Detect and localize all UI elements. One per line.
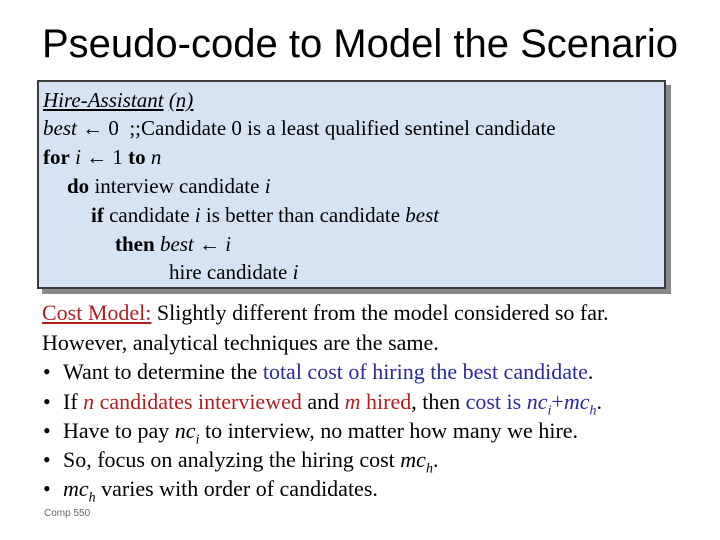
var-m: m bbox=[344, 389, 361, 414]
text: So, focus on analyzing the hiring cost bbox=[63, 447, 395, 472]
highlight-text: cost is bbox=[465, 389, 522, 414]
text: . bbox=[587, 359, 594, 384]
bullet-2 bbox=[63, 389, 602, 419]
var-nc: nc bbox=[526, 389, 548, 414]
keyword-then: then bbox=[115, 232, 155, 256]
var-mc: mc bbox=[400, 447, 426, 472]
text: to interview, no matter how many we hire. bbox=[204, 418, 579, 443]
cost-model-label: Cost Model: bbox=[42, 300, 152, 325]
keyword-do: do bbox=[67, 174, 90, 198]
var-i: i bbox=[264, 174, 271, 198]
function-param: (n) bbox=[168, 88, 194, 112]
assign-arrow: ← bbox=[86, 145, 108, 169]
var-i: i bbox=[292, 260, 299, 284]
bullet-marker: • bbox=[43, 389, 51, 414]
subscript: h bbox=[425, 461, 433, 477]
highlight-text: total cost of hiring the best candidate bbox=[262, 359, 588, 384]
text: , then bbox=[411, 389, 461, 414]
var-n: n bbox=[83, 389, 95, 414]
var-best: best bbox=[159, 232, 194, 256]
function-name: Hire-Assistant bbox=[43, 88, 164, 112]
var-best: best bbox=[43, 116, 77, 140]
plus-sign: + bbox=[551, 389, 564, 414]
text: Slightly different from the model considered so far. bbox=[156, 300, 609, 325]
value-one: 1 bbox=[112, 145, 123, 169]
bullet-4 bbox=[63, 447, 438, 477]
value-zero: 0 bbox=[108, 116, 119, 140]
text: varies with order of candidates. bbox=[101, 476, 378, 501]
bullet-1 bbox=[63, 359, 593, 385]
code-text: interview candidate bbox=[94, 174, 260, 198]
var-i: i bbox=[225, 232, 232, 256]
text: and bbox=[307, 389, 340, 414]
bullet-3 bbox=[63, 418, 578, 448]
code-line-5 bbox=[115, 232, 231, 257]
text: Have to pay bbox=[63, 418, 170, 443]
keyword-if: if bbox=[91, 203, 104, 227]
code-line-6 bbox=[169, 260, 298, 285]
var-i: i bbox=[75, 145, 81, 169]
cost-model-line-2: However, analytical techniques are the same. bbox=[42, 330, 439, 355]
text: If bbox=[63, 389, 78, 414]
slide-title: Pseudo-code to Model the Scenario bbox=[42, 22, 678, 66]
cost-model-line-1 bbox=[42, 300, 609, 326]
code-line-3 bbox=[67, 174, 271, 199]
highlight-text: hired bbox=[366, 389, 412, 414]
code-text: is better than candidate bbox=[205, 203, 401, 227]
subscript: i bbox=[547, 403, 552, 419]
bullet-marker: • bbox=[43, 418, 51, 443]
var-n: n bbox=[150, 145, 162, 169]
assign-arrow: ← bbox=[82, 116, 104, 140]
assign-arrow: ← bbox=[199, 232, 221, 256]
code-text: candidate bbox=[109, 203, 190, 227]
keyword-for: for bbox=[43, 145, 70, 169]
var-mc: mc bbox=[563, 389, 590, 414]
keyword-to: to bbox=[128, 145, 146, 169]
subscript: h bbox=[88, 490, 96, 506]
var-i: i bbox=[194, 203, 201, 227]
slide-footer: Comp 550 bbox=[44, 508, 91, 519]
subscript: h bbox=[589, 403, 597, 419]
subscript: i bbox=[195, 432, 200, 448]
code-line-1 bbox=[43, 116, 556, 141]
var-best: best bbox=[405, 203, 440, 227]
var-mc: mc bbox=[63, 476, 89, 501]
bullet-marker: • bbox=[43, 359, 51, 384]
pseudocode-box bbox=[37, 80, 666, 289]
code-line-4 bbox=[91, 203, 439, 228]
code-text: hire candidate bbox=[169, 260, 288, 284]
code-line-header bbox=[43, 88, 193, 113]
highlight-text: candidates interviewed bbox=[99, 389, 302, 414]
var-nc: nc bbox=[174, 418, 196, 443]
text: . bbox=[432, 447, 439, 472]
code-comment: ;;Candidate 0 is a least qualified sentinel candidate bbox=[129, 116, 556, 140]
text: Want to determine the bbox=[63, 359, 258, 384]
bullet-marker: • bbox=[43, 476, 51, 501]
bullet-marker: • bbox=[43, 447, 51, 472]
text: . bbox=[596, 389, 602, 414]
code-line-2 bbox=[43, 145, 161, 170]
bullet-5 bbox=[63, 476, 378, 506]
